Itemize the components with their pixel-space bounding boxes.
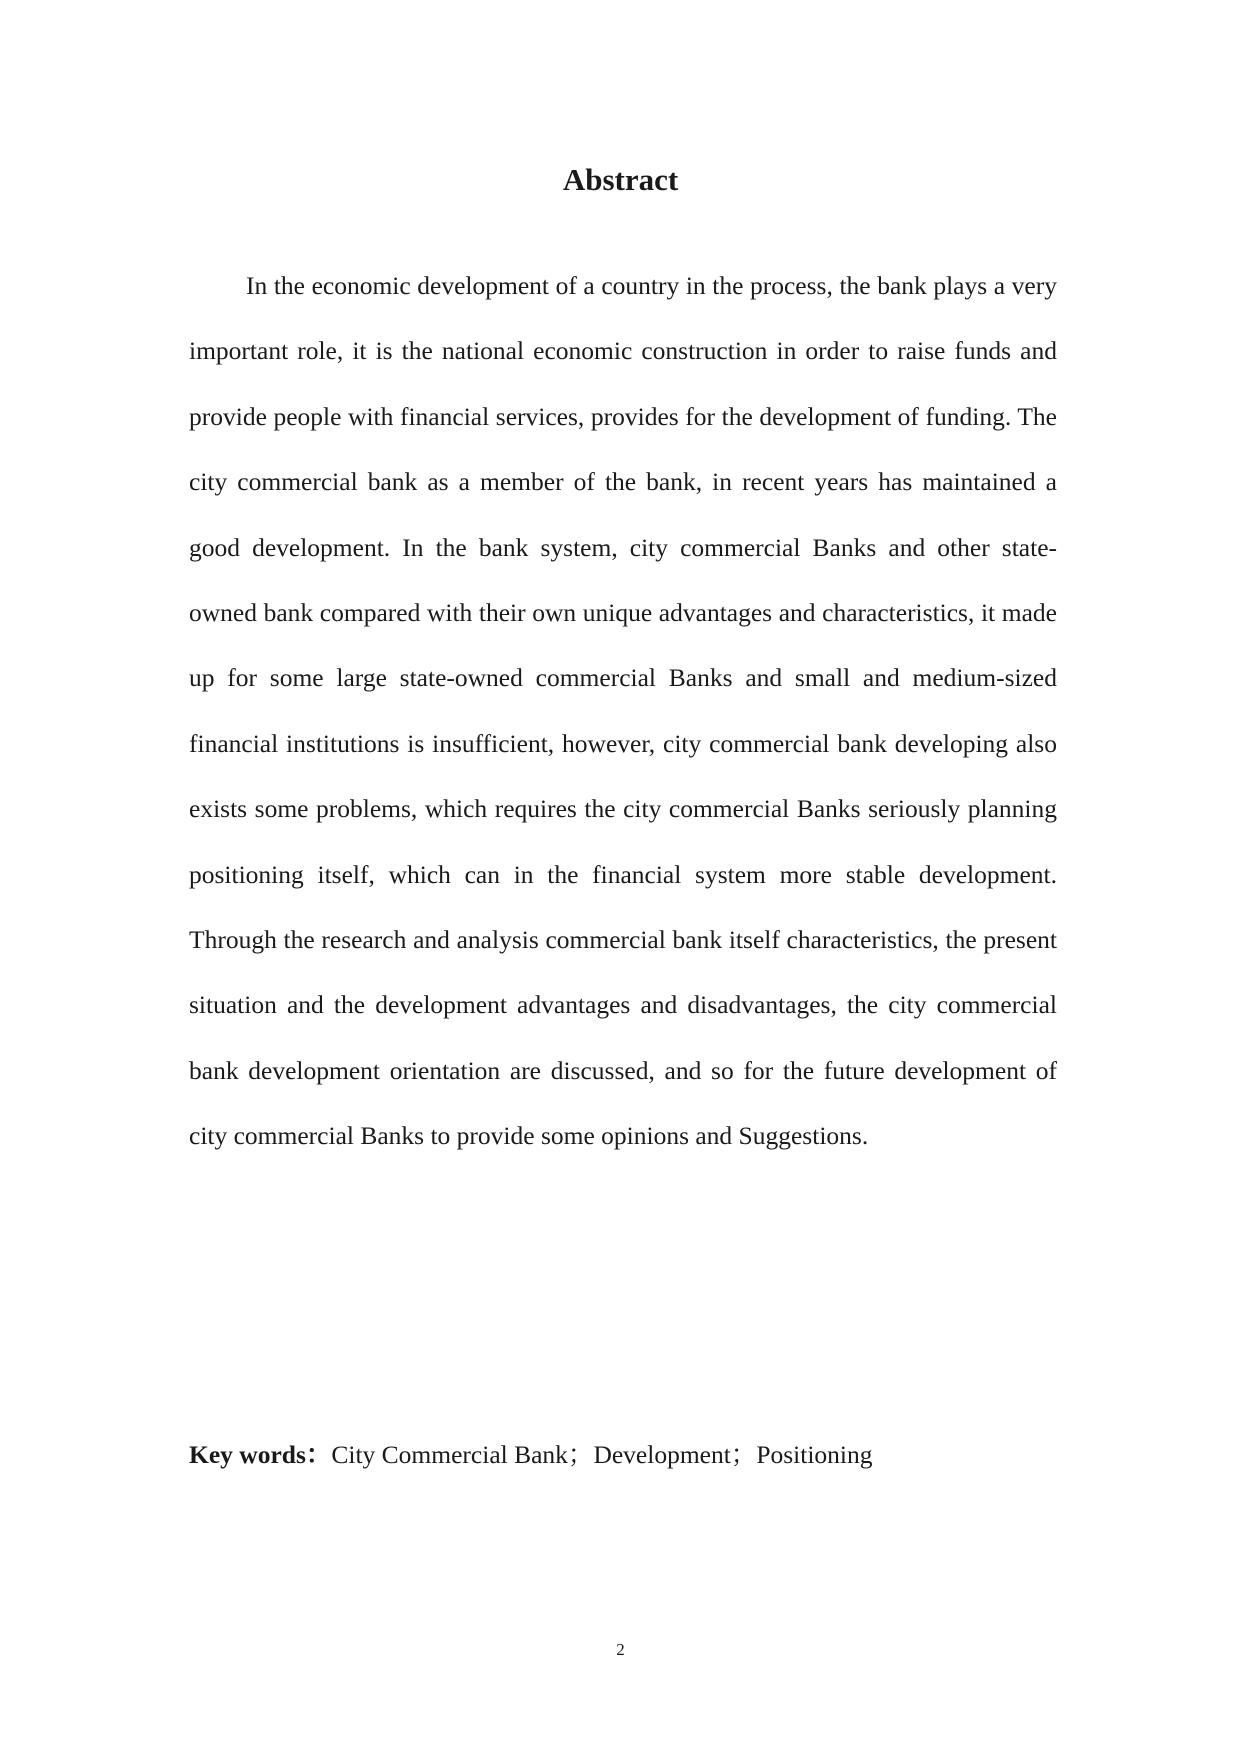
- keywords-label: Key words：: [189, 1440, 332, 1469]
- keywords-line: [189, 1437, 1089, 1473]
- keyword-item: City Commercial Bank；: [331, 1440, 594, 1469]
- abstract-title: Abstract: [562, 162, 679, 197]
- keyword-item: Development；: [593, 1440, 757, 1469]
- keyword-item: Positioning: [756, 1440, 873, 1469]
- abstract-paragraph: In the economic development of a country in the process, the bank plays a very important role, it is the national economic construction in order to raise funds and provide people with financial services, provides for the development of funding. The city commercial bank as a member of the bank, in recent years has maintained a good development. In the bank system, city commercial Banks and other state-owned bank compared with their own unique advantages and characteristics, it made up for some large state-owned commercial Banks and small and medium-sized financial institutions is insufficient, however, city commercial bank developing also exists some problems, which requires the city commercial Banks seriously planning positioning itself, which can in the financial system more stable development. Through the research and analysis commercial bank itself characteristics, the present situation and the development advantages and disadvantages, the city commercial bank development orientation are discussed, and so for the future development of city commercial Banks to provide some opinions and Suggestions.: [189, 271, 1057, 1151]
- page-number: 2: [616, 1640, 625, 1659]
